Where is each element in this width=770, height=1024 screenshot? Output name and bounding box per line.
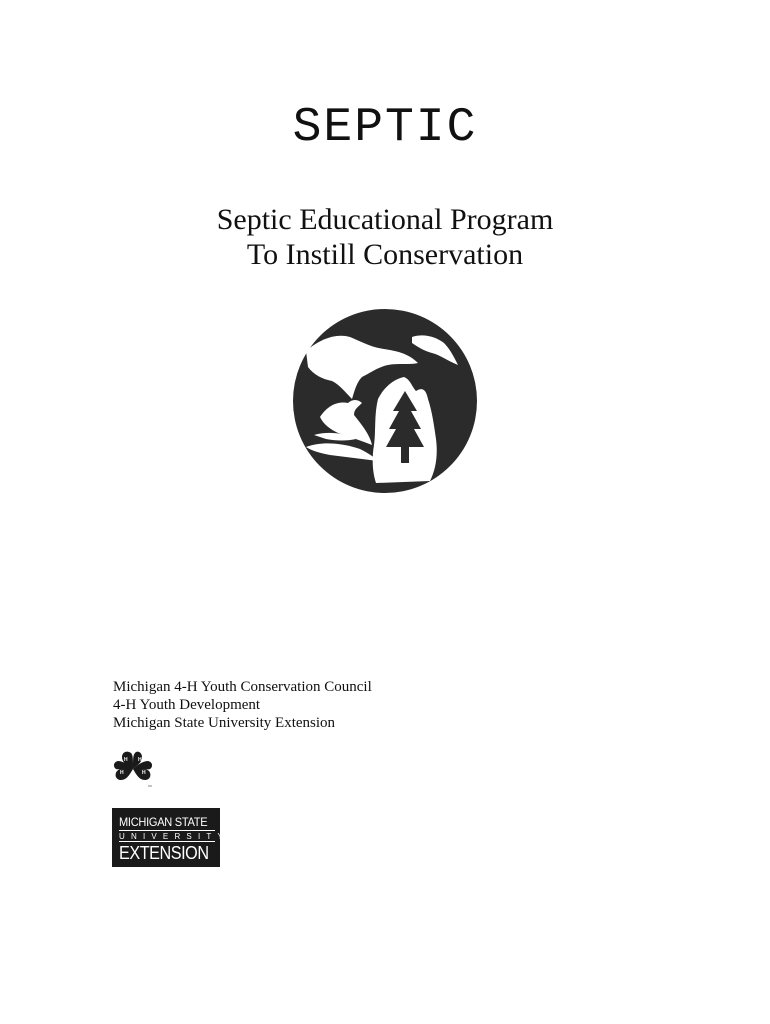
svg-text:H: H	[142, 770, 146, 776]
organization-list	[113, 678, 372, 732]
subtitle-line-2: To Instill Conservation	[246, 238, 524, 271]
msu-extension-logo	[112, 808, 230, 867]
organization-line: Michigan State University Extension	[113, 715, 336, 731]
four-h-clover-icon	[112, 748, 154, 794]
msu-logo-line2: UNIVERSITY	[119, 832, 230, 841]
msu-logo-line1: MICHIGAN STATE	[119, 815, 208, 829]
subtitle-line-1: Septic Educational Program	[216, 203, 554, 236]
svg-text:H: H	[124, 757, 128, 763]
svg-text:H: H	[138, 757, 142, 763]
page-subtitle	[0, 202, 770, 272]
michigan-globe-emblem-icon	[292, 307, 478, 495]
svg-text:H: H	[120, 770, 124, 776]
msu-logo-line3: EXTENSION	[119, 843, 209, 863]
page-title: SEPTIC	[292, 101, 478, 155]
organization-line: 4-H Youth Development	[113, 697, 261, 713]
organization-line: Michigan 4-H Youth Conservation Council	[113, 679, 372, 695]
